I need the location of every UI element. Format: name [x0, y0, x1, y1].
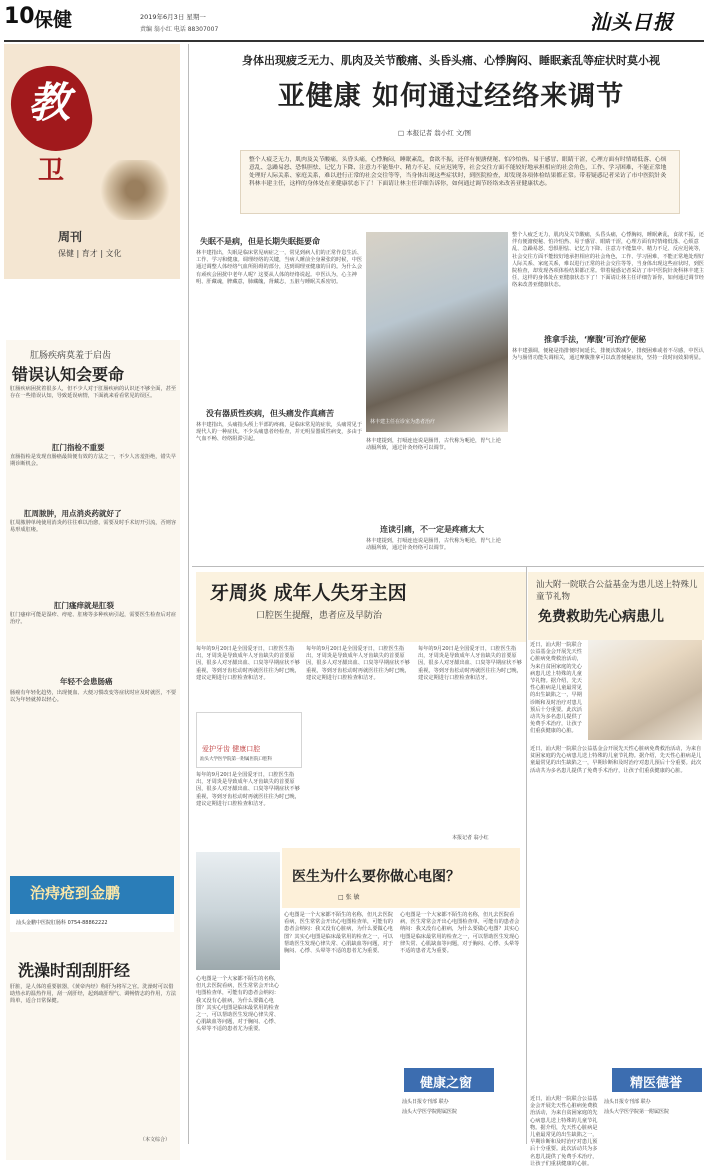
left-intro: 肛肠疾病困扰着很多人，但不少人对于肛肠疾病的认识还不够全面，甚至存在一些错误认知，导致延误病情，下面就来看看常见的误区。 [10, 386, 177, 400]
col2-text-a: 林丰建提到，打嗝连连说是肠胃，古代称为呃逆，胃气上逆动膈所致，通过针灸经络可以调节。 [366, 438, 501, 452]
column-divider [188, 44, 189, 1144]
row-divider [192, 566, 704, 567]
col3-title: 推拿手法，‘摩腹’可治疗便秘 [544, 335, 647, 344]
left-text4: 肠癌有年轻化趋势，出现便血、大便习惯改变等症状时应及时就医，不要以为年轻就掉以轻心。 [10, 690, 177, 704]
medical-ethics-line2: 汕头大学医学院第一附属医院 [604, 1109, 670, 1115]
health-window-title: 健康之窗 [420, 1076, 473, 1091]
left-sub1: 肛门指检不重要 [52, 443, 105, 452]
left-title: 错误认知会要命 [12, 365, 125, 384]
left-text3: 肛门瘙痒可能是湿疹、痔疮、肛瘘等多种疾病引起，需要医生检查后对症治疗。 [10, 612, 177, 626]
bath-article-title: 洗澡时刮刮肝经 [18, 961, 131, 980]
right-pretitle: 汕大附一院联合公益基金为患儿送上特殊儿童节礼物 [536, 580, 698, 602]
dental-text-a: 每年的9月20日是全国爱牙日，口腔医生指出，牙周炎是导致成年人牙齿缺失的首要原因，很多人对牙龈出血、口臭等早期症状不够重视，等到牙齿松动时再就医往往为时已晚，建议定期进行口腔检查和洁牙。 [196, 646, 300, 681]
ecg-title: 医生为什么要你做心电图？ [292, 869, 460, 885]
banner-small-char: 卫 [38, 156, 65, 186]
left-text2: 肛周脓肿单纯使用消炎药往往难以治愈，需要及时手术切开引流，否则容易形成肛瘘。 [10, 520, 177, 534]
col1-title2: 没有器质性疾病，但头痛发作真痛苦 [206, 409, 334, 418]
left-sub4: 年轻不会患肠癌 [60, 677, 113, 686]
ecg-text-c: 心电图是一个大家都不陌生的名称，但凡去医院看病，医生常常会开出心电图检查单，可能有的患者会纳闷：我又没有心脏病，为什么要做心电图？其实心电图是临床最常用的检查之一，可以帮助医生发现心律失常、心肌缺血等问题，对于胸闷、心悸、头晕等不适的患者尤为重要。 [400, 912, 520, 955]
ecg-byline: □ 张 敏 [338, 894, 360, 901]
medical-ethics-line1: 汕头日报专刊部 联办 [604, 1099, 651, 1105]
section-title: 保健 [34, 9, 73, 31]
right-text-a: 近日，汕大附一院联合公益基金会开展先天性心脏病免费救治活动，为来自贫困家庭的先心病患儿送上特殊的儿童节礼物。据介绍，先天性心脏病是儿童最常见的出生缺陷之一，早期诊断和及时治疗对患儿预后十分重要。此次活动共为多名患儿提供了免费手术治疗，让孩子们重获健康的心脏。 [530, 642, 582, 735]
banner-big-char: 教 [28, 78, 71, 127]
hemorrhoid-ad-title: 治痔疮到金鹏 [30, 884, 121, 902]
col1-title: 失眠不是病，但是长期失眠挺要命 [200, 237, 320, 246]
left-sub2: 肛周脓肿，用点消炎药就好了 [24, 509, 122, 518]
lead-subhead: 身体出现疲乏无力、肌肉及关节酸痛、头昏头痛、心悸胸闷、睡眠紊乱等症状时莫小视 [242, 54, 660, 67]
dental-author: 本报记者 翁小红 [452, 835, 489, 841]
header-rule [4, 40, 704, 42]
right-text-c: 近日，汕大附一院联合公益基金会开展先天性心脏病免费救治活动，为来自贫困家庭的先心病患儿送上特殊的儿童节礼物。据介绍，先天性心脏病是儿童最常见的出生缺陷之一，早期诊断和及时治疗对患儿预后十分重要。此次活动共为多名患儿提供了免费手术治疗，让孩子们重获健康的心脏。 [530, 1096, 598, 1167]
hemorrhoid-ad-sub: 汕头金鹏中医院肛肠科 0754-88862222 [16, 920, 108, 926]
lead-summary: 整个人疲乏无力，肌肉及关节酸痛，头昏头痛，心悸胸闷，睡眠紊乱，食欲不振，还伴有便溏便秘、怕冷怕热、易于感冒、眼睛干涩，心理方面有时情绪低落、心烦意乱、急躁易怒、恐惧胆怯、记忆力下降、注意力不能集中、精力不足、反应迟钝等，社会交往方面不能较好地承担相应的社会角色，工作、学习困难，不能正常地处理好人际关系、家庭关系，难以进行正常的社会交往等等，当身体出现这些症状时，到医院检查，却发现各项体检结果都正常。带着疑惑记者采访了市中医院针灸科林丰建主任，这样的身体处在亚健康状态下了！下面请让林主任详细告诉你，如何通过调节经络来改善亚健康状态。 [240, 150, 680, 214]
dental-ad-line2: 汕头大学医学院第一附属医院口腔科 [200, 757, 272, 762]
lead-byline: □ 本报记者 翁小红 文/图 [398, 129, 472, 137]
left-pretitle: 肛肠疾病莫羞于启齿 [30, 351, 112, 361]
doctor-treatment-photo [366, 232, 508, 432]
left-sub3: 肛门瘙痒就是肛裂 [54, 601, 114, 610]
col2-title: 连读引痛，不一定是疼痛太大 [380, 525, 484, 534]
right-title: 免费救助先心病患儿 [538, 609, 664, 625]
col2-text: 林丰建提到，打嗝连连说是肠胃，古代称为呃逆，胃气上逆动膈所致，通过针灸经络可以调节。 [366, 538, 501, 552]
medical-ethics-title: 精医德誉 [630, 1076, 683, 1091]
ecg-photo [196, 852, 280, 970]
teapot-illustration [100, 160, 170, 220]
page-number: 10 [4, 4, 35, 29]
issue-date: 2019年6月3日 星期一 [140, 13, 206, 21]
left-text1: 直肠指检是发现直肠癌最简便有效的方法之一，不少人害羞拒绝，错失早期诊断机会。 [10, 454, 177, 468]
dental-ad-line1: 爱护牙齿 健康口腔 [202, 745, 261, 753]
bath-article-author: （本文综合） [140, 1137, 171, 1143]
dental-text-c: 每年的9月20日是全国爱牙日，口腔医生指出，牙周炎是导致成年人牙齿缺失的首要原因，很多人对牙龈出血、口臭等早期症状不够重视，等到牙齿松动时再就医往往为时已晚，建议定期进行口腔检查和洁牙。 [306, 646, 410, 681]
right-text-b: 近日，汕大附一院联合公益基金会开展先天性心脏病免费救治活动，为来自贫困家庭的先心病患儿送上特殊的儿童节礼物。据介绍，先天性心脏病是儿童最常见的出生缺陷之一，早期诊断和及时治疗对患儿预后十分重要。此次活动共为多名患儿提供了免费手术治疗，让孩子们重获健康的心脏。 [530, 746, 702, 774]
dental-text-d: 每年的9月20日是全国爱牙日，口腔医生指出，牙周炎是导致成年人牙齿缺失的首要原因，很多人对牙龈出血、口臭等早期症状不够重视，等到牙齿松动时再就医往往为时已晚，建议定期进行口腔检查和洁牙。 [418, 646, 522, 681]
dental-subtitle: 口腔医生提醒，患者应及早防治 [256, 611, 383, 621]
col1-text: 林丰建指出，失眠是临床常见病症之一，常见到病人们的正常作息生活、工作、学习和健康。调理经络的关键，当病人睡前全身紧张的时候，中医通过调整人体经络气血所阻碍的部分，达到调理亚健康的目的。为什么会有顽疾会困扰中老年人呢？这要从人体的经络说起。中医认为，心主神明、肝藏魂，脾藏意，肺藏魄，肾藏志，五脏与睡眠关系密切。 [196, 250, 363, 285]
editor-info: 责编 翁小红 电话 88307007 [140, 26, 219, 33]
health-window-line1: 汕头日报专刊部 联办 [402, 1099, 449, 1105]
photo-caption: 林丰建主任在诊室为患者治疗 [370, 419, 436, 425]
ecg-text-b: 心电图是一个大家都不陌生的名称，但凡去医院看病，医生常常会开出心电图检查单，可能有的患者会纳闷：我又没有心脏病，为什么要做心电图？其实心电图是临床最常用的检查之一，可以帮助医生发现心律失常、心肌缺血等问题，对于胸闷、心悸、头晕等不适的患者尤为重要。 [284, 912, 393, 955]
health-window-line2: 汕头大学医学院附属医院 [402, 1109, 458, 1115]
weekly-label: 周刊 [58, 230, 83, 244]
newspaper-logo: 汕头日报 [590, 10, 674, 34]
weekly-tagline: 保健 | 育才 | 文化 [58, 249, 122, 258]
dental-title: 牙周炎 成年人失牙主因 [210, 582, 407, 604]
col1-text2: 林丰建指出，头痛指头颅上半部的疼痛，是临床常见的症状，头痛常见于现代人的一种症状。不少头痛患者经检查，并无明显器质性病变，多由于气血不畅、经络阻滞引起。 [196, 422, 363, 443]
col3-text: 林丰建强调，便秘是指排便时间延长，排便次数减少，排便困难或者不尽感，中医认为与肠胃功能失调相关，通过摩腹推拿可以改善便秘症状，坚持一段时间效果明显。 [512, 348, 704, 362]
col3-text-a: 整个人疲乏无力，肌肉及关节酸痛，头昏头痛，心悸胸闷，睡眠紊乱，食欲不振，还伴有便溏便秘、怕冷怕热、易于感冒、眼睛干涩，心理方面有时情绪低落、心烦意乱、急躁易怒、恐惧胆怯、记忆力下降、注意力不能集中、精力不足、反应迟钝等，社会交往方面不能较好地承担相应的社会角色，工作、学习困难，不能正常地处理好人际关系、家庭关系，难以进行正常的社会交往等等，当身体出现这些症状时，到医院检查，却发现各项体检结果都正常。带着疑惑记者采访了市中医院针灸科林丰建主任，这样的身体处在亚健康状态下了！下面请让林主任详细告诉你，如何通过调节经络来改善亚健康状态。 [512, 232, 704, 289]
bath-article-text: 肝脏，是人体的重要脏器，《黄帝内经》称肝为将军之官。洗澡时可以借助热水的温热作用，刮一刮肝经，起到疏肝理气、调畅情志的作用，方法简单，适合日常保健。 [10, 984, 177, 1005]
column-divider [526, 566, 527, 1144]
lead-headline: 亚健康 如何通过经络来调节 [277, 81, 625, 112]
dental-text-b: 每年的9月20日是全国爱牙日，口腔医生指出，牙周炎是导致成年人牙齿缺失的首要原因，很多人对牙龈出血、口臭等早期症状不够重视，等到牙齿松动时再就医往往为时已晚，建议定期进行口腔检查和洁牙。 [196, 772, 300, 807]
children-patients-photo [588, 640, 702, 740]
ecg-text-a: 心电图是一个大家都不陌生的名称，但凡去医院看病，医生常常会开出心电图检查单，可能有的患者会纳闷：我又没有心脏病，为什么要做心电图？其实心电图是临床最常用的检查之一，可以帮助医生发现心律失常、心肌缺血等问题，对于胸闷、心悸、头晕等不适的患者尤为重要。 [196, 976, 280, 1033]
